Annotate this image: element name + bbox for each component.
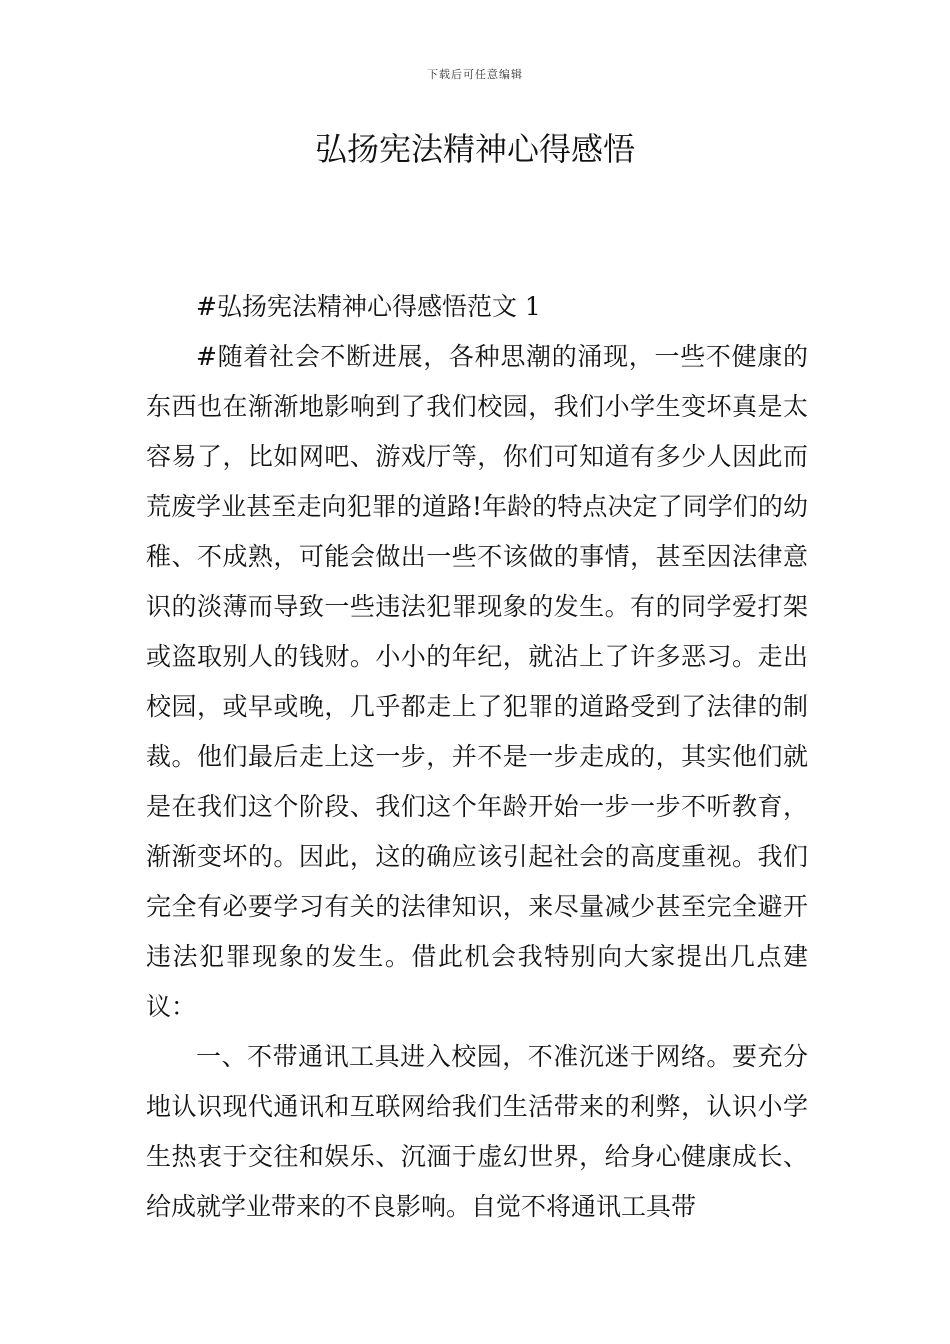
paragraph-2: 一、不带通讯工具进入校园，不准沉迷于网络。要充分地认识现代通讯和互联网给我们生活带来的利弊，认识小学生热衷于交往和娱乐、沉湎于虚幻世界，给身心健康成长、给成就学业带来的不良影响。自觉不将通讯工具带 [146, 1042, 808, 1221]
header-note: 下载后可任意编辑 [427, 68, 523, 81]
document-title: 弘扬宪法精神心得感悟 [314, 130, 635, 168]
paragraph-heading: #弘扬宪法精神心得感悟范文 1 [196, 292, 541, 321]
document-body [146, 282, 808, 1232]
paragraph-1: #随着社会不断进展，各种思潮的涌现，一些不健康的东西也在渐渐地影响到了我们校园，我们小学生变坏真是太容易了，比如网吧、游戏厅等，你们可知道有多少人因此而荒废学业甚至走向犯罪的道路!年龄的特点决定了同学们的幼稚、不成熟，可能会做出一些不该做的事情，甚至因法律意识的淡薄而导致一些违法犯罪现象的发生。有的同学爱打架或盗取别人的钱财。小小的年纪，就沾上了许多恶习。走出校园，或早或晚，几乎都走上了犯罪的道路受到了法律的制裁。他们最后走上这一步，并不是一步走成的，其实他们就是在我们这个阶段、我们这个年龄开始一步一步不听教育，渐渐变坏的。因此，这的确应该引起社会的高度重视。我们完全有必要学习有关的法律知识，来尽量减少甚至完全避开违法犯罪现象的发生。借此机会我特别向大家提出几点建议： [146, 342, 808, 1021]
